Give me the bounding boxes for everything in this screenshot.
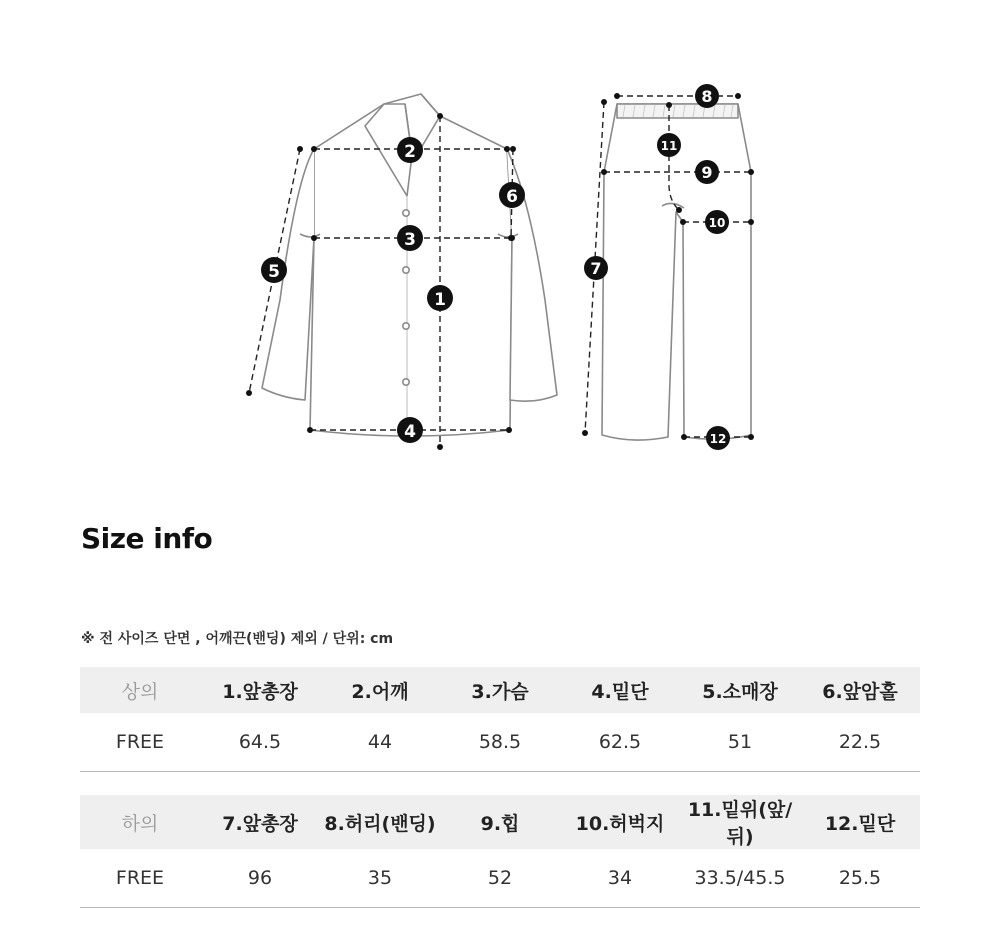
- marker-10: [705, 210, 729, 234]
- marker-11: [657, 133, 681, 157]
- table-header-cell: 10.허벅지: [575, 812, 665, 835]
- marker-3: [397, 225, 423, 251]
- table-header-cell: 12.밑단: [824, 812, 896, 835]
- top-size-table: [80, 667, 920, 772]
- table-header-cell: 8.허리(밴딩): [324, 812, 436, 835]
- table-cell: 35: [367, 866, 393, 889]
- marker-2: [397, 137, 423, 163]
- svg-text:7: 7: [590, 259, 602, 278]
- table-header-cell: 6.앞암홀: [822, 680, 898, 703]
- table-header-cell: 3.가슴: [471, 680, 529, 703]
- table-header-cell: 하의: [121, 812, 159, 835]
- table-header-row: [80, 795, 920, 849]
- table-header-row: [80, 667, 920, 713]
- table-header-cell: 4.밑단: [591, 680, 649, 703]
- table-cell: 51: [727, 730, 753, 753]
- table-header-cell: 2.어깨: [351, 680, 409, 703]
- svg-text:3: 3: [404, 230, 416, 250]
- table-cell: 62.5: [598, 730, 642, 753]
- svg-text:4: 4: [404, 422, 416, 442]
- svg-text:8: 8: [701, 87, 713, 106]
- table-header-cell: 9.힙: [480, 812, 520, 835]
- marker-7: [584, 256, 608, 280]
- svg-text:11: 11: [660, 139, 678, 153]
- table-cell: 52: [487, 866, 513, 889]
- table-cell: FREE: [115, 730, 165, 753]
- marker-8: [695, 84, 719, 108]
- section-title: Size info: [81, 522, 213, 555]
- table-cell: 34: [607, 866, 633, 889]
- svg-text:9: 9: [701, 163, 713, 182]
- svg-text:5: 5: [268, 262, 280, 282]
- table-cell: 25.5: [838, 866, 882, 889]
- bottom-size-table: [80, 795, 920, 908]
- marker-1: [427, 285, 453, 311]
- pants-illustration: [602, 104, 751, 440]
- table-header-cell: 5.소매장: [702, 680, 778, 703]
- measurement-note: ※ 전 사이즈 단면 , 어깨끈(밴딩) 제외 / 단위: cm: [81, 631, 394, 647]
- marker-6: [499, 182, 525, 208]
- table-header-cell: 1.앞총장: [222, 680, 298, 703]
- marker-5: [261, 257, 287, 283]
- marker-4: [397, 417, 423, 443]
- table-header-cell: 11.밑위(앞/뒤): [687, 799, 793, 848]
- table-cell: FREE: [115, 866, 165, 889]
- svg-text:6: 6: [506, 187, 518, 207]
- svg-text:2: 2: [404, 142, 416, 162]
- svg-text:1: 1: [434, 290, 446, 310]
- marker-12: [706, 426, 730, 450]
- table-cell: 44: [367, 730, 393, 753]
- table-cell: 22.5: [838, 730, 882, 753]
- table-header-cell: 상의: [121, 680, 159, 703]
- table-cell: 58.5: [478, 730, 522, 753]
- svg-text:12: 12: [709, 432, 727, 446]
- svg-text:10: 10: [708, 216, 726, 230]
- table-cell: 64.5: [238, 730, 282, 753]
- table-row: [80, 849, 920, 907]
- marker-9: [695, 160, 719, 184]
- table-header-cell: 7.앞총장: [222, 812, 298, 835]
- table-cell: 96: [247, 866, 273, 889]
- table-cell: 33.5/45.5: [694, 866, 786, 889]
- table-row: [80, 713, 920, 771]
